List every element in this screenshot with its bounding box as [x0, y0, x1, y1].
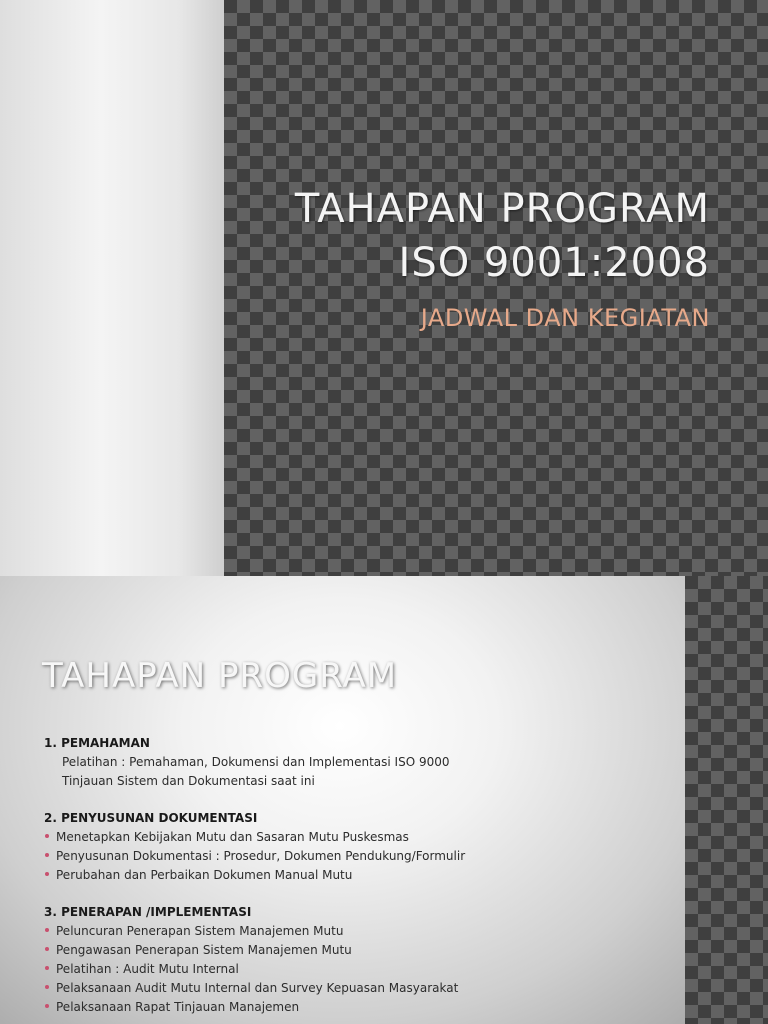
list-item: Pelatihan : Audit Mutu Internal	[44, 960, 664, 979]
slide1-left-panel	[0, 0, 224, 576]
section-heading: 1. PEMAHAMAN	[44, 736, 150, 750]
list-item: Pelaksanaan Rapat Tinjauan Manajemen	[44, 998, 664, 1017]
program-stages	[44, 734, 664, 1024]
list-item: Penyusunan Dokumentasi : Prosedur, Dokumen Pendukung/Formulir	[44, 847, 664, 866]
list-item: Pengawasan Penerapan Sistem Manajemen Mutu	[44, 941, 664, 960]
section-line: Pelatihan : Pemahaman, Dokumensi dan Implementasi ISO 9000	[62, 755, 450, 769]
section-heading: 3. PENERAPAN /IMPLEMENTASI	[44, 905, 252, 919]
slide2-pattern-strip	[685, 576, 768, 1024]
list-item: Perubahan dan Perbaikan Dokumen Manual Mutu	[44, 866, 664, 885]
section-line: Tinjauan Sistem dan Dokumentasi saat ini	[62, 774, 315, 788]
slide1-pattern-panel	[224, 0, 768, 576]
list-item: Peluncuran Penerapan Sistem Manajemen Mutu	[44, 922, 664, 941]
content-slide	[0, 576, 768, 1024]
main-title-line1: TAHAPAN PROGRAM	[294, 186, 710, 232]
subtitle: JADWAL DAN KEGIATAN	[420, 304, 710, 332]
section-penerapan-implementasi	[44, 903, 664, 1017]
section-penyusunan-dokumentasi	[44, 809, 664, 885]
section-heading: 2. PENYUSUNAN DOKUMENTASI	[44, 811, 258, 825]
main-title-line2: ISO 9001:2008	[398, 240, 710, 286]
title-block	[295, 182, 710, 332]
list-item: Pelaksanaan Audit Mutu Internal dan Survey Kepuasan Masyarakat	[44, 979, 664, 998]
slide2-title: TAHAPAN PROGRAM	[42, 656, 398, 696]
slide2-content-panel	[0, 576, 685, 1024]
section-pemahaman	[44, 734, 664, 791]
list-item: Menetapkan Kebijakan Mutu dan Sasaran Mutu Puskesmas	[44, 828, 664, 847]
